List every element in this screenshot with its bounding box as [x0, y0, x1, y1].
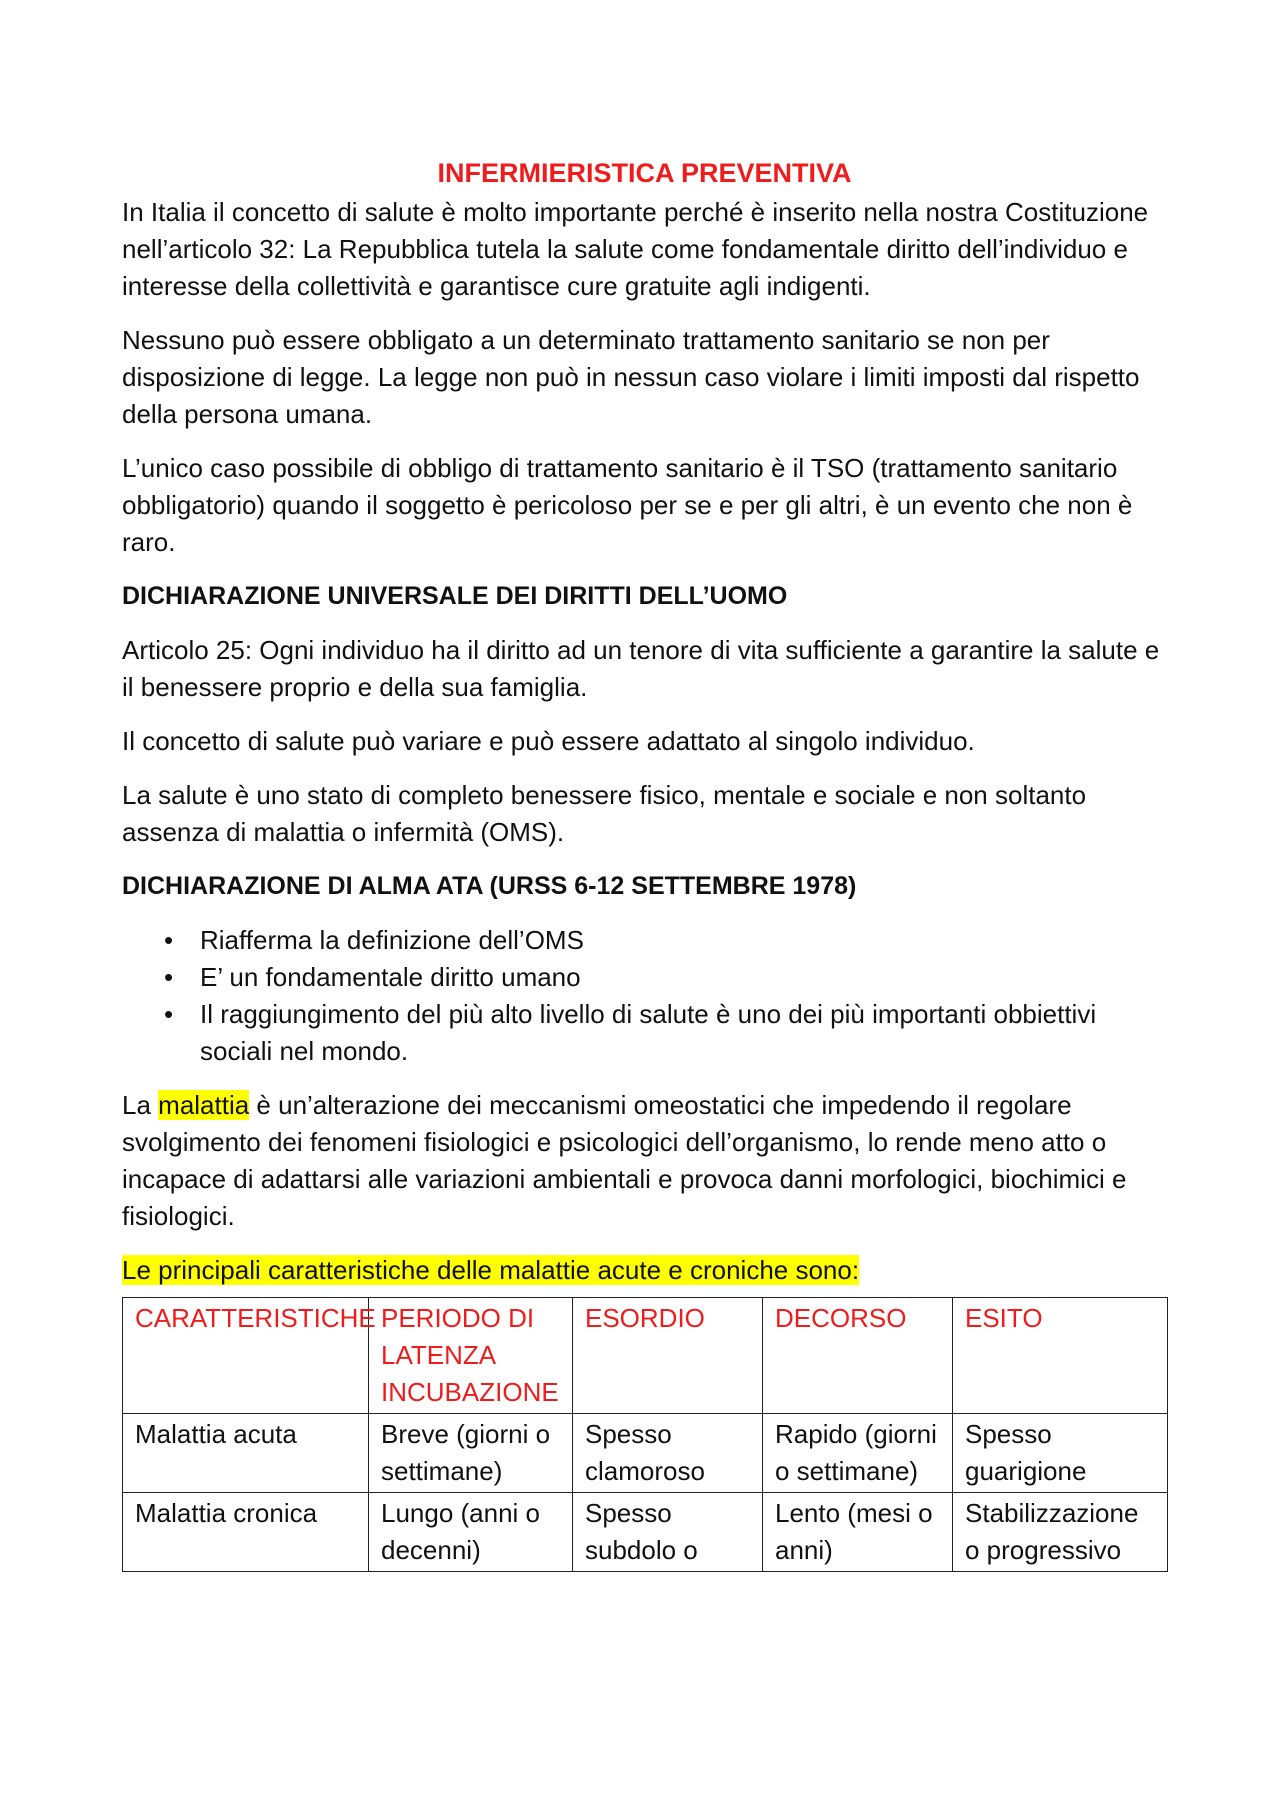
disease-characteristics-table: [122, 1297, 1168, 1572]
table-row: [123, 1493, 1168, 1572]
bullet-icon: •: [164, 925, 174, 955]
table-cell: Malattia cronica: [123, 1493, 369, 1572]
table-intro-paragraph: [122, 1252, 1167, 1289]
table-cell: Spesso clamoroso: [573, 1414, 763, 1493]
highlighted-term: malattia: [158, 1090, 250, 1120]
table-header-cell: DECORSO: [763, 1298, 953, 1414]
table-header-cell: ESITO: [953, 1298, 1168, 1414]
list-item-text: Il raggiungimento del più alto livello di salute è uno dei più importanti obbiettivi sociali nel mondo.: [200, 999, 1097, 1066]
paragraph-disease-definition: [122, 1087, 1167, 1235]
paragraph-tso: L’unico caso possibile di obbligo di trattamento sanitario è il TSO (trattamento sanitario obbligatorio) quando il soggetto è pericoloso per se e per gli altri, è un evento che non è raro.: [122, 453, 1133, 557]
table-header-row: [123, 1298, 1168, 1414]
paragraph-treatment-law: Nessuno può essere obbligato a un determinato trattamento sanitario se non per disposizione di legge. La legge non può in nessun caso violare i limiti imposti dal rispetto della persona umana.: [122, 325, 1140, 429]
list-item-text: E’ un fondamentale diritto umano: [200, 962, 581, 992]
paragraph-who-definition: La salute è uno stato di completo benessere fisico, mentale e sociale e non soltanto assenza di malattia o infermità (OMS).: [122, 780, 1087, 847]
table-cell: Lento (mesi o anni): [763, 1493, 953, 1572]
alma-ata-bullet-list: [122, 922, 1167, 1070]
table-cell: Rapido (giorni o settimane): [763, 1414, 953, 1493]
table-cell: Malattia acuta: [123, 1414, 369, 1493]
table-header-cell: CARATTERISTICHE: [123, 1298, 369, 1414]
list-item: [122, 959, 1167, 996]
document-title: INFERMIERISTICA PREVENTIVA: [437, 158, 852, 188]
list-item-text: Riafferma la definizione dell’OMS: [200, 925, 584, 955]
table-cell: Breve (giorni o settimane): [369, 1414, 573, 1493]
table-row: [123, 1414, 1168, 1493]
list-item: [122, 922, 1167, 959]
table-cell: Spesso guarigione: [953, 1414, 1168, 1493]
paragraph-article-25: Articolo 25: Ogni individuo ha il diritto ad un tenore di vita sufficiente a garantire la salute e il benessere proprio e della sua famiglia.: [122, 635, 1160, 702]
paragraph-constitution: In Italia il concetto di salute è molto importante perché è inserito nella nostra Costituzione nell’articolo 32: La Repubblica tutela la salute come fondamentale diritto dell’individuo e interesse della collettività e garantisce cure gratuite agli indigenti.: [122, 197, 1149, 301]
table-cell: Stabilizzazione o progressivo: [953, 1493, 1168, 1572]
heading-human-rights: DICHIARAZIONE UNIVERSALE DEI DIRITTI DELL’UOMO: [122, 582, 788, 610]
bullet-icon: •: [164, 962, 174, 992]
paragraph-health-concept: Il concetto di salute può variare e può essere adattato al singolo individuo.: [122, 726, 975, 756]
table-header-cell: PERIODO DI LATENZA INCUBAZIONE: [369, 1298, 573, 1414]
table-cell: Lungo (anni o decenni): [369, 1493, 573, 1572]
disease-prefix: La: [122, 1090, 159, 1120]
table-cell: Spesso subdolo o: [573, 1493, 763, 1572]
disease-definition-text: è un’alterazione dei meccanismi omeostatici che impedendo il regolare svolgimento dei fenomeni fisiologici e psicologici dell’organismo, lo rende meno atto o incapace di adattarsi alle variazioni ambientali e provoca danni morfologici, biochimici e fisiologici.: [122, 1090, 1127, 1231]
heading-alma-ata: DICHIARAZIONE DI ALMA ATA (URSS 6-12 SETTEMBRE 1978): [122, 872, 857, 900]
list-item: [122, 996, 1167, 1070]
table-header-cell: ESORDIO: [573, 1298, 763, 1414]
document-page: [122, 155, 1167, 1572]
bullet-icon: •: [164, 999, 174, 1029]
table-intro-highlight: Le principali caratteristiche delle malattie acute e croniche sono:: [122, 1255, 860, 1285]
